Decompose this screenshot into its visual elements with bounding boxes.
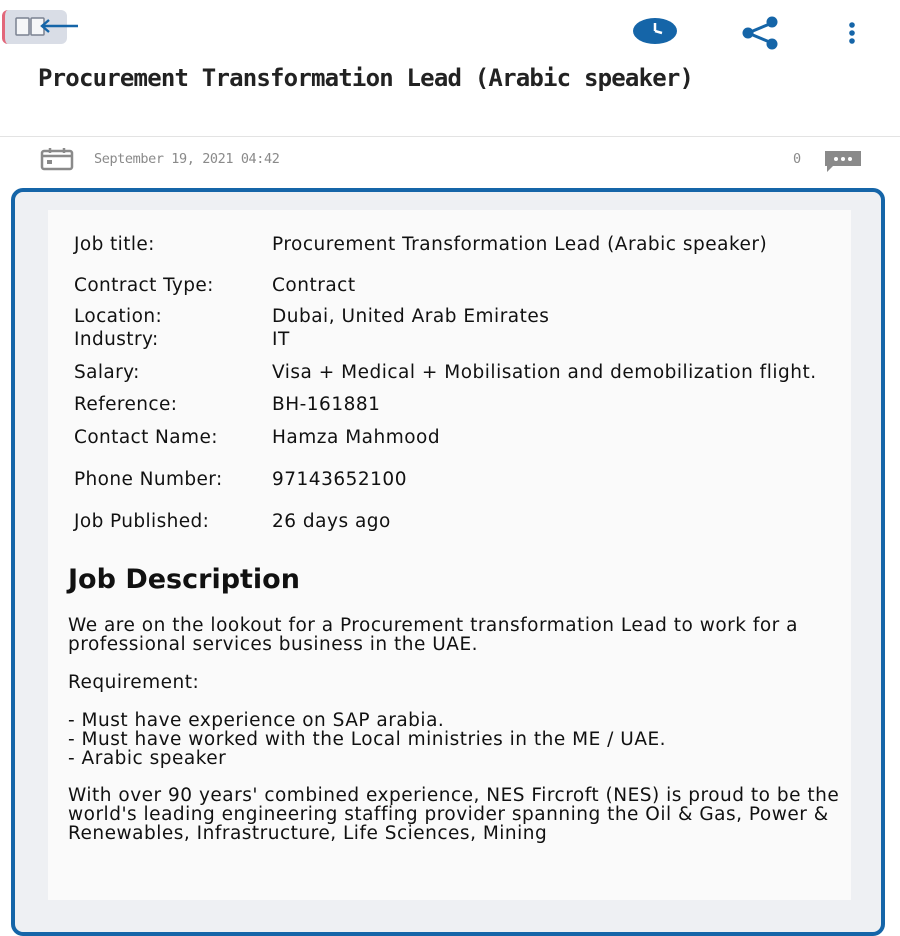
post-date: September 19, 2021 04:42: [94, 151, 280, 167]
more-vert-icon[interactable]: [840, 16, 864, 50]
detail-value: Hamza Mahmood: [272, 426, 441, 448]
page-title: Procurement Transformation Lead (Arabic speaker): [38, 64, 694, 92]
share-icon[interactable]: [738, 16, 782, 50]
clock-icon[interactable]: [632, 16, 678, 46]
job-description-heading: Job Description: [68, 564, 300, 595]
detail-row-job-title: [74, 223, 854, 265]
comment-icon[interactable]: [823, 149, 863, 173]
detail-label: Phone Number:: [74, 468, 223, 490]
requirement-label: Requirement:: [68, 672, 200, 693]
detail-row-industry: [74, 328, 854, 351]
detail-label: Contact Name:: [74, 426, 218, 448]
detail-label: Salary:: [74, 361, 140, 383]
detail-label: Contract Type:: [74, 274, 214, 296]
back-button[interactable]: [0, 6, 80, 46]
detail-value: Visa + Medical + Mobilisation and demobilization flight.: [272, 361, 817, 383]
detail-label: Location:: [74, 306, 163, 327]
detail-value: IT: [272, 329, 290, 350]
detail-row-phone-number: [74, 458, 854, 500]
app-bar: [0, 0, 900, 136]
requirement-item: - Must have worked with the Local ministries in the ME / UAE.: [68, 729, 667, 750]
detail-value: Dubai, United Arab Emirates: [272, 306, 550, 327]
detail-row-contract-type: [74, 265, 854, 305]
detail-label: Reference:: [74, 394, 178, 415]
detail-value[interactable]: 97143652100: [272, 468, 407, 490]
detail-row-contact-name: [74, 416, 854, 458]
job-description: [68, 564, 858, 843]
detail-value: Procurement Transformation Lead (Arabic speaker): [272, 233, 768, 255]
detail-row-job-published: [74, 500, 854, 542]
detail-label: Job Published:: [74, 510, 210, 532]
detail-label: Industry:: [74, 329, 159, 350]
detail-value: 26 days ago: [272, 510, 391, 532]
calendar-icon: [40, 147, 74, 171]
post-meta: [0, 137, 900, 187]
back-arrow-icon: [38, 18, 80, 34]
requirement-item: - Must have experience on SAP arabia.: [68, 710, 445, 731]
detail-label: Job title:: [74, 233, 155, 255]
detail-row-reference: [74, 393, 854, 416]
detail-value: Contract: [272, 274, 356, 296]
detail-value: BH-161881: [272, 394, 381, 415]
detail-row-salary: [74, 351, 854, 393]
requirement-item: - Arabic speaker: [68, 748, 227, 769]
description-about: With over 90 years' combined experience, NES Fircroft (NES) is proud to be the world's leading engineering staffing provider spanning the Oil & Gas, Power & Renewables, Infrastructure, Life Sciences, Mining: [68, 785, 840, 844]
detail-row-location: [74, 305, 854, 328]
description-intro: We are on the lookout for a Procurement transformation Lead to work for a professional services business in the UAE.: [68, 615, 798, 655]
job-details-table: [74, 223, 854, 542]
comment-count: 0: [793, 151, 802, 167]
